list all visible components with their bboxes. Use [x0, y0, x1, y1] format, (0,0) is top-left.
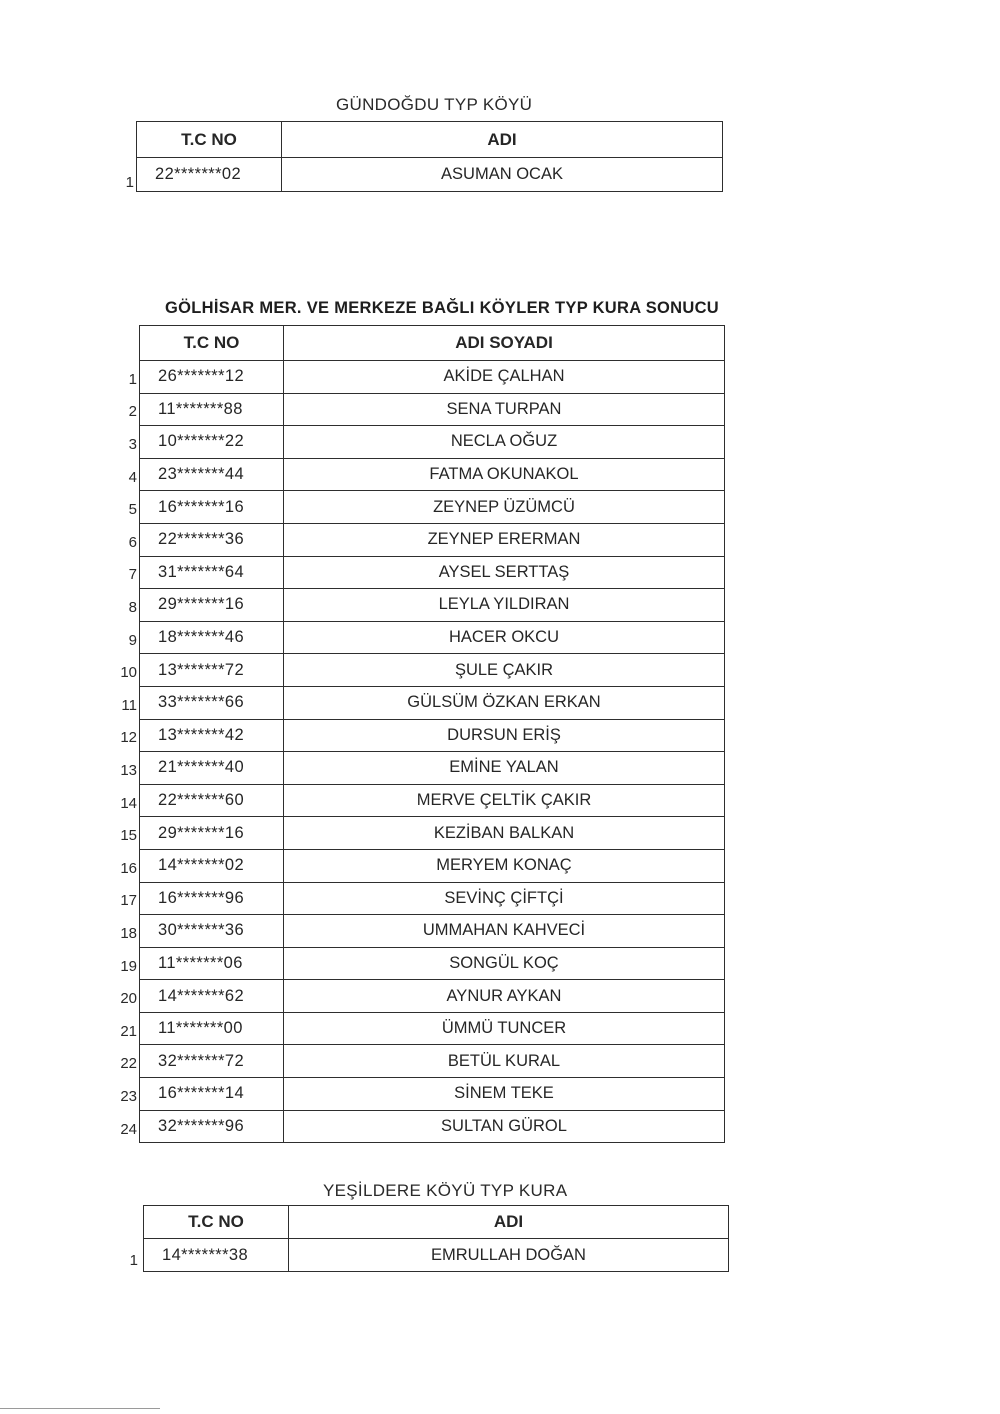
tc-no-cell: 29*******16: [140, 589, 284, 622]
tc-no-cell: 33*******66: [140, 686, 284, 719]
tc-no-cell: 10*******22: [140, 426, 284, 459]
table-row: [140, 426, 725, 459]
name-cell: ASUMAN OCAK: [282, 158, 723, 192]
name-cell: LEYLA YILDIRAN: [284, 589, 725, 622]
row-number: 20: [120, 990, 137, 1008]
table-row: [140, 1012, 725, 1045]
tc-no-header: T.C NO: [140, 326, 284, 361]
tc-no-cell: 13*******72: [140, 654, 284, 687]
table-row: [140, 686, 725, 719]
table-row: [140, 458, 725, 491]
row-number: 1: [129, 1252, 138, 1269]
name-cell: SENA TURPAN: [284, 393, 725, 426]
name-cell: SİNEM TEKE: [284, 1078, 725, 1111]
name-cell: EMRULLAH DOĞAN: [289, 1239, 729, 1272]
table-row: [140, 849, 725, 882]
row-number: 17: [120, 892, 137, 910]
row-number: 10: [120, 664, 137, 682]
name-cell: ZEYNEP ÜZÜMCÜ: [284, 491, 725, 524]
table-row: [140, 980, 725, 1013]
table-row: [144, 1239, 729, 1272]
name-cell: MERVE ÇELTİK ÇAKIR: [284, 784, 725, 817]
name-cell: BETÜL KURAL: [284, 1045, 725, 1078]
table-header-row: [144, 1206, 729, 1239]
tc-no-cell: 11*******88: [140, 393, 284, 426]
section-3-title: YEŞİLDERE KÖYÜ TYP KURA: [323, 1181, 568, 1200]
name-cell: DURSUN ERİŞ: [284, 719, 725, 752]
name-cell: KEZİBAN BALKAN: [284, 817, 725, 850]
row-number: 7: [128, 566, 137, 584]
name-header: ADI SOYADI: [284, 326, 725, 361]
table-row: [140, 1045, 725, 1078]
tc-no-header: T.C NO: [137, 122, 282, 158]
row-number: 12: [120, 729, 137, 747]
name-cell: UMMAHAN KAHVECİ: [284, 915, 725, 948]
table-row: [140, 361, 725, 394]
tc-no-cell: 16*******16: [140, 491, 284, 524]
row-number: 6: [128, 533, 137, 551]
name-header: ADI: [289, 1206, 729, 1239]
tc-no-cell: 11*******06: [140, 947, 284, 980]
tc-no-cell: 14*******38: [144, 1239, 289, 1272]
table-row: [140, 523, 725, 556]
tc-no-cell: 14*******62: [140, 980, 284, 1013]
table-row: [140, 882, 725, 915]
row-number: 5: [128, 501, 137, 519]
tc-no-cell: 32*******96: [140, 1110, 284, 1143]
table-row: [140, 491, 725, 524]
name-cell: SULTAN GÜROL: [284, 1110, 725, 1143]
row-number: 19: [120, 957, 137, 975]
table-row: [140, 1078, 725, 1111]
row-number: 14: [120, 794, 137, 812]
tc-no-header: T.C NO: [144, 1206, 289, 1239]
table-row: [140, 915, 725, 948]
tc-no-cell: 29*******16: [140, 817, 284, 850]
name-header: ADI: [282, 122, 723, 158]
name-cell: GÜLSÜM ÖZKAN ERKAN: [284, 686, 725, 719]
tc-no-cell: 30*******36: [140, 915, 284, 948]
tc-no-cell: 23*******44: [140, 458, 284, 491]
row-number: 18: [120, 924, 137, 942]
table-row: [140, 393, 725, 426]
name-cell: ÜMMÜ TUNCER: [284, 1012, 725, 1045]
row-number: 2: [128, 403, 137, 421]
section-1-table: [136, 121, 723, 192]
name-cell: AYSEL SERTTAŞ: [284, 556, 725, 589]
name-cell: AKİDE ÇALHAN: [284, 361, 725, 394]
section-3-table: [143, 1205, 729, 1272]
row-number: 24: [120, 1120, 137, 1138]
row-number: 23: [120, 1087, 137, 1105]
tc-no-cell: 22*******60: [140, 784, 284, 817]
section-2-table: [139, 325, 725, 1143]
name-cell: ŞULE ÇAKIR: [284, 654, 725, 687]
table-row: [140, 654, 725, 687]
name-cell: EMİNE YALAN: [284, 752, 725, 785]
tc-no-cell: 21*******40: [140, 752, 284, 785]
table-row: [140, 752, 725, 785]
tc-no-cell: 22*******02: [137, 158, 282, 192]
row-number: 13: [120, 761, 137, 779]
row-number: 21: [120, 1022, 137, 1040]
table-row: [140, 589, 725, 622]
tc-no-cell: 14*******02: [140, 849, 284, 882]
tc-no-cell: 16*******96: [140, 882, 284, 915]
section-1-title: GÜNDOĞDU TYP KÖYÜ: [336, 95, 533, 114]
tc-no-cell: 11*******00: [140, 1012, 284, 1045]
name-cell: FATMA OKUNAKOL: [284, 458, 725, 491]
row-number: 1: [128, 370, 137, 388]
name-cell: AYNUR AYKAN: [284, 980, 725, 1013]
tc-no-cell: 13*******42: [140, 719, 284, 752]
table-header-row: [140, 326, 725, 361]
tc-no-cell: 26*******12: [140, 361, 284, 394]
table-header-row: [137, 122, 723, 158]
row-number: 9: [128, 631, 137, 649]
table-row: [137, 158, 723, 192]
table-row: [140, 817, 725, 850]
table-row: [140, 556, 725, 589]
row-number: 11: [121, 696, 137, 714]
name-cell: HACER OKCU: [284, 621, 725, 654]
name-cell: SEVİNÇ ÇİFTÇİ: [284, 882, 725, 915]
row-number: 22: [120, 1055, 137, 1073]
row-number: 8: [128, 598, 137, 616]
table-row: [140, 784, 725, 817]
tc-no-cell: 22*******36: [140, 523, 284, 556]
row-number: 1: [125, 174, 134, 191]
table-row: [140, 1110, 725, 1143]
table-row: [140, 719, 725, 752]
name-cell: NECLA OĞUZ: [284, 426, 725, 459]
row-number: 16: [120, 859, 137, 877]
row-number: 15: [120, 827, 137, 845]
section-2-title: GÖLHİSAR MER. VE MERKEZE BAĞLI KÖYLER TYP KURA SONUCU: [165, 299, 720, 317]
row-number: 3: [128, 435, 137, 453]
tc-no-cell: 31*******64: [140, 556, 284, 589]
table-row: [140, 947, 725, 980]
table-row: [140, 621, 725, 654]
name-cell: SONGÜL KOÇ: [284, 947, 725, 980]
tc-no-cell: 16*******14: [140, 1078, 284, 1111]
tc-no-cell: 32*******72: [140, 1045, 284, 1078]
scan-edge-line: [0, 1408, 160, 1409]
tc-no-cell: 18*******46: [140, 621, 284, 654]
name-cell: MERYEM KONAÇ: [284, 849, 725, 882]
row-number: 4: [128, 468, 137, 486]
name-cell: ZEYNEP ERERMAN: [284, 523, 725, 556]
